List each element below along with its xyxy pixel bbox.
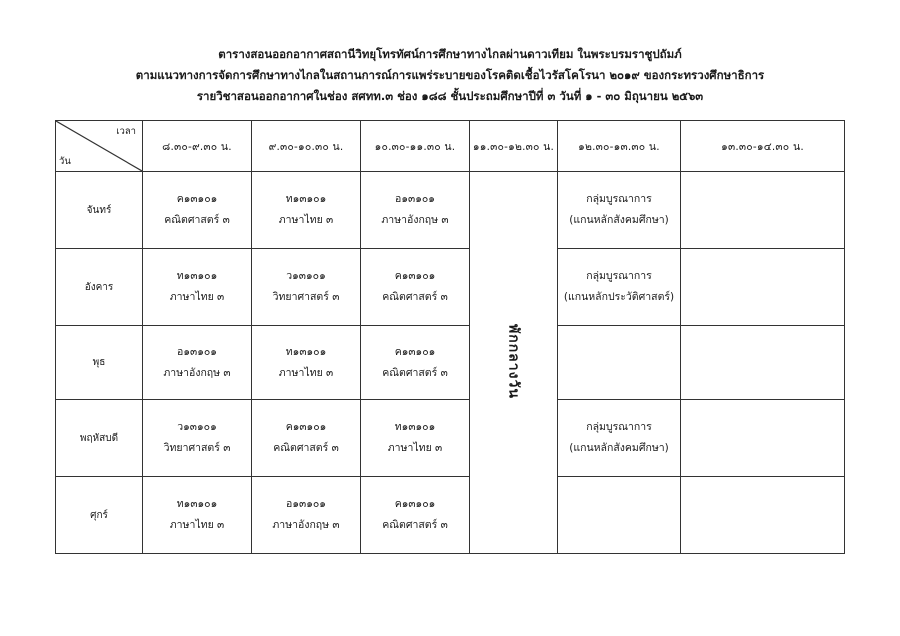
day-name: พุธ [56,326,143,400]
subject-name: วิทยาศาสตร์ ๓ [163,442,231,454]
day-name: พฤหัสบดี [56,400,143,477]
subject-code: อ๑๓๑๐๑ [395,193,435,205]
day-name: ศุกร์ [56,477,143,554]
integrated-line-2: (แกนหลักประวัติศาสตร์) [563,291,675,303]
slot-header-4: ๑๑.๓๐-๑๒.๓๐ น. [470,121,558,172]
subject-code: อ๑๓๑๐๑ [177,345,217,358]
integrated-cell [558,400,681,477]
empty-cell [681,172,845,249]
slot-header-1: ๘.๓๐-๙.๓๐ น. [143,121,252,172]
integrated-cell [558,249,681,326]
subject-code: ท๑๓๑๐๑ [176,270,218,282]
corner-day-label: วัน [59,156,71,167]
header-line-1: ตารางสอนออกอากาศสถานีวิทยุโทรทัศน์การศึกษาทางไกลผ่านดาวเทียม ในพระบรมราชูปถัมภ์ [218,47,682,61]
subject-cell [252,326,361,400]
subject-name: ภาษาอังกฤษ ๓ [272,519,340,531]
header-line-2: ตามแนวทางการจัดการศึกษาทางไกลในสถานการณ์การแพร่ระบายของโรคติดเชื้อไวรัสโคโรนา ๒๐๑๙ ของกระทรวงศึกษาธิการ [135,68,765,82]
header-line-3: รายวิชาสอนออกอากาศในช่อง สศทท.๓ ช่อง ๑๘๘ ชั้นประถมศึกษาปีที่ ๓ วันที่ ๑ - ๓๐ มิถุนายน ๒๕๖๓ [196,89,704,103]
schedule-table [55,120,845,554]
subject-code: ท๑๓๑๐๑ [285,193,327,205]
subject-code: อ๑๓๑๐๑ [286,498,326,510]
subject-cell [252,400,361,477]
subject-name: ภาษาไทย ๓ [169,519,225,531]
subject-code: ท๑๓๑๐๑ [394,421,436,433]
day-row-tuesday [56,249,845,326]
subject-name: คณิตศาสตร์ ๓ [273,442,339,454]
integrated-cell [558,172,681,249]
slot-header-3: ๑๐.๓๐-๑๑.๓๐ น. [361,121,470,172]
subject-cell [143,400,252,477]
empty-cell [681,249,845,326]
day-row-thursday [56,400,845,477]
subject-code: ว๑๓๑๐๑ [286,270,326,282]
integrated-line-1: กลุ่มบูรณาการ [586,270,652,282]
slot-header-5: ๑๒.๓๐-๑๓.๓๐ น. [558,121,681,172]
integrated-line-1: กลุ่มบูรณาการ [586,193,652,205]
subject-cell [361,400,470,477]
subject-code: ค๑๓๑๐๑ [394,498,436,510]
subject-cell [361,326,470,400]
subject-name: ภาษาไทย ๓ [278,366,334,379]
day-row-monday [56,172,845,249]
subject-name: วิทยาศาสตร์ ๓ [272,291,340,303]
subject-name: ภาษาอังกฤษ ๓ [381,214,449,226]
subject-cell [252,249,361,326]
lunch-break-cell [470,172,558,554]
integrated-cell [558,477,681,554]
day-row-wednesday [56,326,845,400]
subject-code: ท๑๓๑๐๑ [285,345,327,358]
header-row [56,121,845,172]
subject-name: คณิตศาสตร์ ๓ [164,214,230,226]
document-header [0,44,900,107]
subject-name: ภาษาไทย ๓ [278,214,334,226]
subject-name: คณิตศาสตร์ ๓ [382,366,448,379]
corner-time-label: เวลา [116,126,136,137]
integrated-cell [558,326,681,400]
subject-cell [361,477,470,554]
subject-code: ค๑๓๑๐๑ [394,345,436,358]
integrated-line-2: (แกนหลักสังคมศึกษา) [569,442,669,454]
subject-cell [143,172,252,249]
subject-cell [143,249,252,326]
slot-header-6: ๑๓.๓๐-๑๔.๓๐ น. [681,121,845,172]
subject-code: ท๑๓๑๐๑ [176,498,218,510]
subject-name: ภาษาไทย ๓ [387,442,443,454]
subject-name: คณิตศาสตร์ ๓ [382,519,448,531]
lunch-break-label: พักกลางวัน [505,323,522,399]
subject-code: ค๑๓๑๐๑ [285,421,327,433]
integrated-line-2: (แกนหลักสังคมศึกษา) [569,214,669,226]
integrated-line-1: กลุ่มบูรณาการ [586,421,652,433]
subject-cell [361,249,470,326]
subject-name: ภาษาไทย ๓ [169,291,225,303]
subject-name: คณิตศาสตร์ ๓ [382,291,448,303]
subject-cell [252,477,361,554]
subject-name: ภาษาอังกฤษ ๓ [163,366,231,379]
empty-cell [681,400,845,477]
day-row-friday [56,477,845,554]
subject-code: ค๑๓๑๐๑ [176,193,218,205]
subject-cell [252,172,361,249]
day-name: อังคาร [56,249,143,326]
day-name: จันทร์ [56,172,143,249]
slot-header-2: ๙.๓๐-๑๐.๓๐ น. [252,121,361,172]
corner-cell [56,121,143,172]
empty-cell [681,326,845,400]
subject-code: ว๑๓๑๐๑ [177,421,217,433]
empty-cell [681,477,845,554]
subject-cell [143,326,252,400]
subject-cell [361,172,470,249]
subject-code: ค๑๓๑๐๑ [394,270,436,282]
subject-cell [143,477,252,554]
